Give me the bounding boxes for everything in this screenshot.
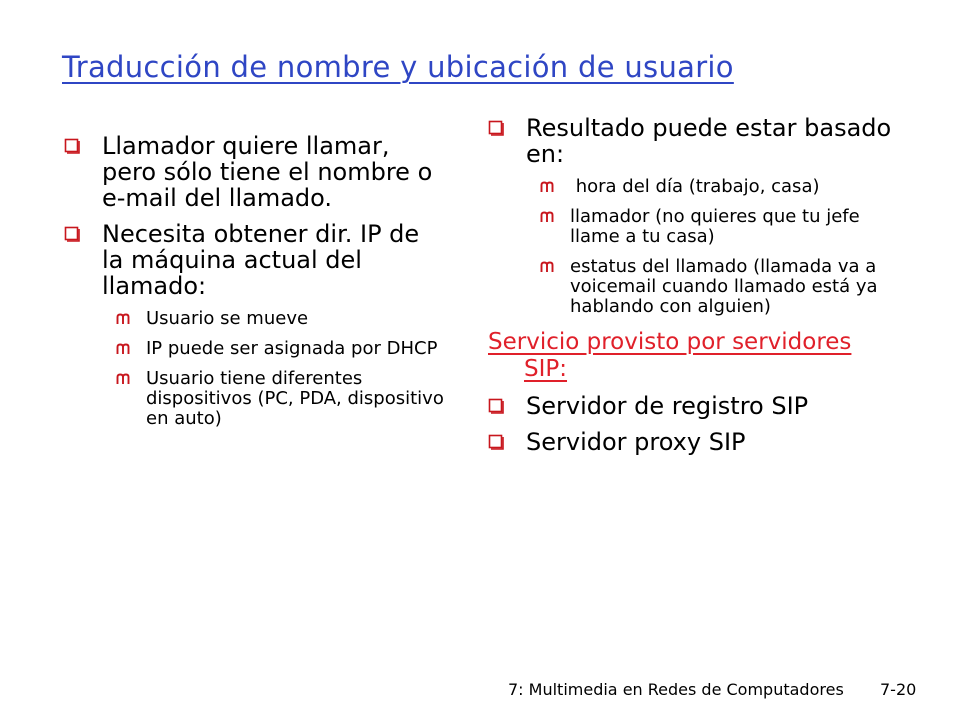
bullet-text: Servidor de registro SIP [526,392,809,420]
section-bullet-0 [488,393,908,419]
left-sub-bullet-0 [102,309,444,329]
left-sub-bullet-2 [102,369,444,429]
sub-bullet-text: Usuario tiene diferentes dispositivos (PC, PDA, dispositivo en auto) [146,368,444,429]
left-bullet-0 [64,133,444,211]
hollow-square-bullet-icon [488,434,504,450]
hollow-square-bullet-icon [64,138,80,154]
left-column [64,133,444,439]
right-sub-bullet-0 [526,177,908,197]
curved-m-bullet-icon [540,211,554,223]
right-bullet-0 [488,115,908,317]
right-sub-bullet-2 [526,257,908,317]
left-sub-list [102,309,444,429]
left-sub-bullet-1 [102,339,444,359]
right-sub-bullet-1 [526,207,908,247]
section-bullet-list [488,393,908,455]
bullet-text: Llamador quiere llamar, pero sólo tiene el nombre o e-mail del llamado. [102,132,433,212]
hollow-square-bullet-icon [488,120,504,136]
left-bullet-list [64,133,444,429]
curved-m-bullet-icon [116,313,130,325]
right-sub-list [526,177,908,317]
section-heading: Servicio provisto por servidores SIP: [488,329,852,382]
curved-m-bullet-icon [540,261,554,273]
right-column [488,115,908,465]
bullet-text: Resultado puede estar basado en: [526,114,892,168]
hollow-square-bullet-icon [488,398,504,414]
slide-title: Traducción de nombre y ubicación de usuario [62,50,734,84]
left-bullet-1 [64,221,444,429]
right-bullet-list [488,115,908,317]
sub-bullet-text: Usuario se mueve [146,308,309,329]
sub-bullet-text: estatus del llamado (llamada va a voicemail cuando llamado está ya hablando con alguien) [570,256,878,317]
curved-m-bullet-icon [116,343,130,355]
sub-bullet-text: llamador (no quieres que tu jefe llame a tu casa) [570,206,860,247]
curved-m-bullet-icon [116,373,130,385]
footer-chapter-label: 7: Multimedia en Redes de Computadores [508,680,844,699]
bullet-text: Necesita obtener dir. IP de la máquina actual del llamado: [102,220,420,300]
curved-m-bullet-icon [540,181,554,193]
sub-bullet-text: hora del día (trabajo, casa) [570,176,820,197]
footer-page-number: 7-20 [880,680,917,699]
section-bullet-1 [488,429,908,455]
bullet-text: Servidor proxy SIP [526,428,746,456]
hollow-square-bullet-icon [64,226,80,242]
sub-bullet-text: IP puede ser asignada por DHCP [146,338,438,359]
